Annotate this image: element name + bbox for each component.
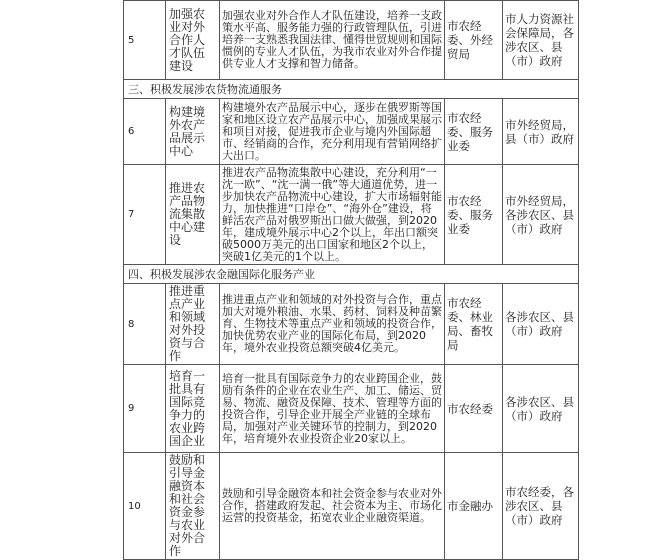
task-content: 培育一批具有国际竞争力的农业跨国企业，鼓励有条件的企业在农业生产、加工、储运、贸易、物流、融资及保障、技术、管理等方面的投资合作，引导企业开展全产业链的全球布局，加强对产业关键环节的控制力，到2020年，培育境外农业投资企业20家以上。 <box>220 365 445 453</box>
table-row <box>124 165 579 265</box>
section-title: 三、积极发展涉农货物流通服务 <box>124 80 579 99</box>
task-content: 构建境外农产品展示中心，逐步在俄罗斯等国家和地区设立农产品展示中心，加强成果展示和项目对接，促进我市企业与境内外国际超市、经销商的合作，充分利用现有营销网络扩大出口。 <box>220 99 445 165</box>
responsible-unit: 市外经贸局，各涉农区、县（市）政府 <box>503 165 579 265</box>
task-content: 推进重点产业和领域的对外投资与合作，重点加大对境外粮油、水果、药材、饲料及种苗繁育、生物技术等重点产业和领域的投资合作，加快优势农业产业的国际化布局，到2020年，境外农业投资总额突破4亿美元。 <box>220 284 445 365</box>
responsible-unit: 各涉农区、县（市）政府 <box>503 365 579 453</box>
lead-unit: 市农经委、林业局、畜牧局 <box>445 284 503 365</box>
row-number: 6 <box>124 99 166 165</box>
task-content: 推进农产品物流集散中心建设，充分利用“一沈一欧”、“沈一满一俄”等大通道优势，进一步加快农产品物流中心建设，扩大市场辐射能力，加快推进“口岸仓”、“海外仓”建设，将鲜活农产品对俄罗斯出口做大做强，到2020年，建成境外展示中心2个以上，年出口额突破5000万美元的出口国家和地区2个以上，突破1亿美元的1个以上。 <box>220 165 445 265</box>
responsible-unit: 市人力资源社会保障局，各涉农区、县（市）政府 <box>503 1 579 80</box>
responsible-unit: 市外经贸局，县（市）政府 <box>503 99 579 165</box>
section-header-row <box>124 80 579 99</box>
policy-table <box>123 0 579 560</box>
table-row <box>124 284 579 365</box>
responsible-unit: 市农经委，各涉农区、县（市）政府 <box>503 453 579 560</box>
table-row <box>124 453 579 560</box>
table-row <box>124 365 579 453</box>
row-number: 5 <box>124 1 166 80</box>
row-number: 7 <box>124 165 166 265</box>
lead-unit: 市农经委、服务业委 <box>445 99 503 165</box>
row-number: 8 <box>124 284 166 365</box>
section-title: 四、积极发展涉农金融国际化服务产业 <box>124 265 579 284</box>
section-header-row <box>124 265 579 284</box>
lead-unit: 市金融办 <box>445 453 503 560</box>
task-name: 构建境外农产品展示中心 <box>166 99 220 165</box>
task-name: 培育一批具有国际竞争力的农业跨国企业 <box>166 365 220 453</box>
task-content: 鼓励和引导金融资本和社会资金参与农业对外合作，搭建政府发起、社会资本为主、市场化运营的投资基金，拓宽农业企业融资渠道。 <box>220 453 445 560</box>
row-number: 10 <box>124 453 166 560</box>
task-name: 加强农业对外合作人才队伍建设 <box>166 1 220 80</box>
lead-unit: 市农经委 <box>445 365 503 453</box>
task-name: 鼓励和引导金融资本和社会资金参与农业对外合作 <box>166 453 220 560</box>
responsible-unit: 各涉农区、县（市）政府 <box>503 284 579 365</box>
lead-unit: 市农经委、服务业委 <box>445 165 503 265</box>
row-number: 9 <box>124 365 166 453</box>
task-name: 推进农产品物流集散中心建设 <box>166 165 220 265</box>
task-name: 推进重点产业和领域对外投资与合作 <box>166 284 220 365</box>
table-row <box>124 1 579 80</box>
lead-unit: 市农经委、外经贸局 <box>445 1 503 80</box>
table-row <box>124 99 579 165</box>
task-content: 加强农业对外合作人才队伍建设，培养一支政策水平高、服务能力强的行政管理队伍，引进培养一支熟悉我国法律、懂得世贸规则和国际惯例的专业人才队伍，为我市农业对外合作提供专业人才支撑和智力储备。 <box>220 1 445 80</box>
